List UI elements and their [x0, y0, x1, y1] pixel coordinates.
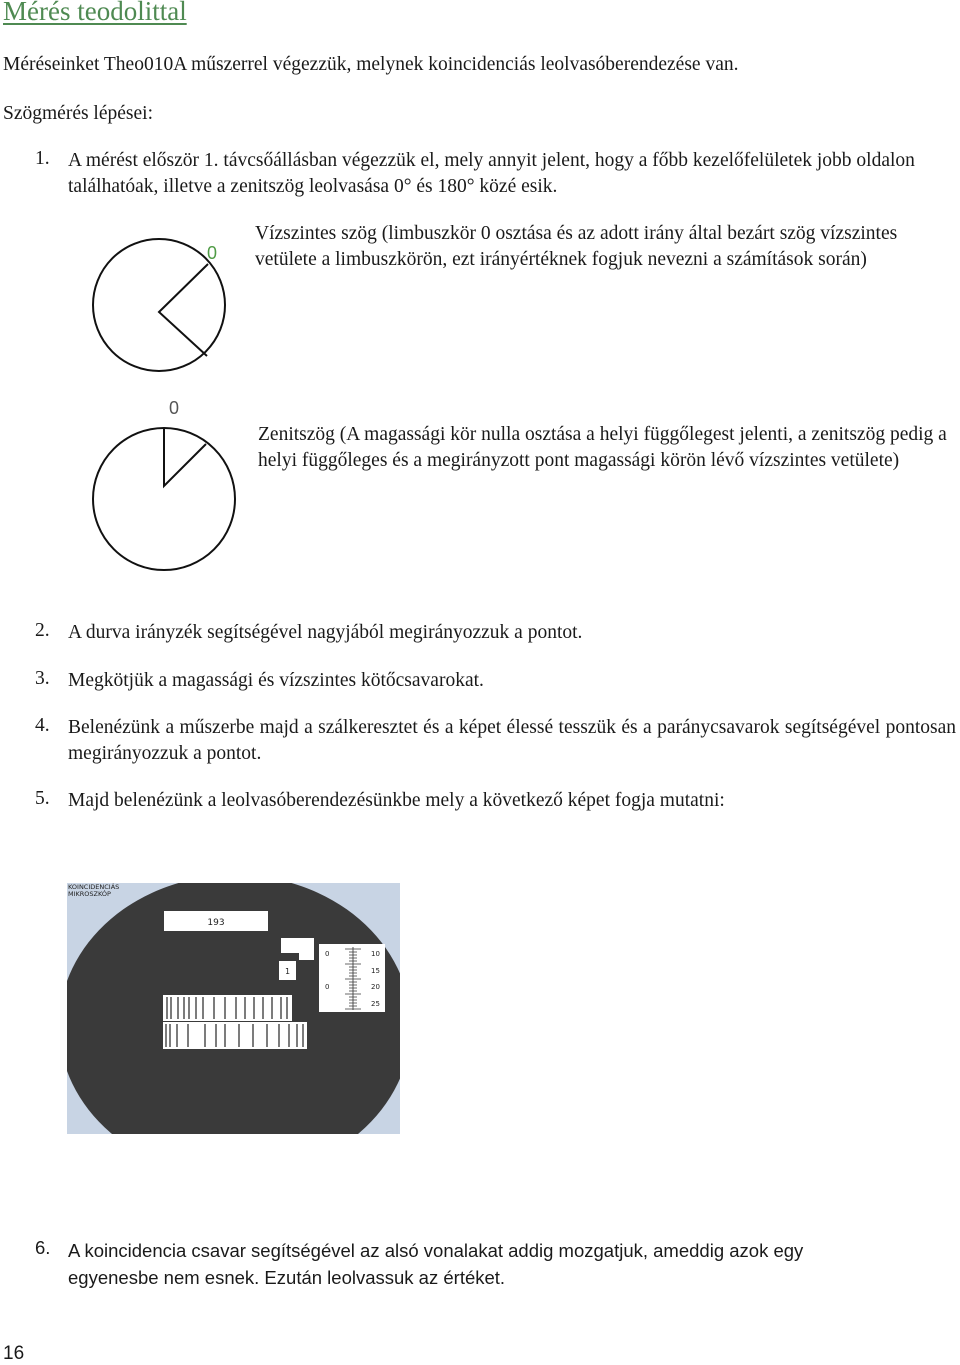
microscope-reading-image	[67, 883, 400, 1134]
scale-label: 15	[371, 967, 380, 975]
step-number: 4.	[35, 715, 50, 736]
degree-reading: 193	[207, 918, 225, 928]
step-text: Megkötjük a magassági és vízszintes kötőcsavarokat.	[68, 670, 484, 691]
step-number: 5.	[35, 788, 50, 809]
step-text: Belenézünk a műszerbe majd a szálkeresztet és a képet élessé tesszük és a paránycsavarok segítségével pontosan megirányozzuk a pontot.	[68, 717, 956, 764]
angle-lines	[159, 264, 208, 356]
scale-label: 25	[371, 1000, 380, 1008]
step-text: A koincidencia csavar segítségével az alsó vonalakat addig mozgatjuk, ameddig azok egy egyenesbe nem esnek. Ezután leolvassuk az értéket.	[68, 1240, 804, 1288]
step-number: 1.	[35, 148, 50, 169]
zero-mark-horizontal: 0	[207, 243, 218, 263]
page-title: Mérés teodolittal	[3, 0, 187, 26]
step-text: A durva irányzék segítségével nagyjából megirányozzuk a pontot.	[68, 622, 583, 643]
step-text: Majd belenézünk a leolvasóberendezésünkbe mely a következő képet fogja mutatni:	[68, 790, 725, 811]
scale-label: 20	[371, 983, 380, 991]
page-number: 16	[3, 1343, 25, 1364]
step-block	[299, 938, 314, 960]
limbus-circle	[93, 239, 225, 371]
horizontal-angle-caption: Vízszintes szög (limbuszkör 0 osztása és az adott irány által bezárt szög vízszintes vetülete a limbuszkörön, ezt irányértéknek fogjuk nevezni a számítások során)	[255, 223, 898, 270]
microscope-header-line1: KOINCIDENCIÁS	[68, 883, 120, 891]
scale-label: 10	[371, 950, 380, 958]
step-text: A mérést először 1. távcsőállásban végezzük el, mely annyit jelent, hogy a főbb kezelőfelületek jobb oldalon találhatóak, illetve a zenitszög leolvasása 0° és 180° közé esik.	[68, 150, 915, 197]
coincidence-lower-window	[163, 1022, 307, 1049]
scale-label: 0	[325, 983, 330, 991]
intro-paragraph: Méréseinket Theo010A műszerrel végezzük, melynek koincidenciás leolvasóberendezése van.	[3, 54, 739, 75]
step-number: 6.	[35, 1237, 51, 1258]
step-number: 2.	[35, 620, 50, 641]
zenith-angle-caption: Zenitszög (A magassági kör nulla osztása a helyi függőlegest jelenti, a zenitszög pedig a helyi függőleges és a megirányzott pont magassági körön lévő vízszintes vetülete)	[258, 424, 947, 471]
step-number: 3.	[35, 668, 50, 689]
zero-mark-zenith: 0	[169, 398, 180, 418]
steps-heading: Szögmérés lépései:	[3, 103, 153, 124]
small-reading: 1	[284, 967, 291, 976]
scale-label: 0	[325, 950, 330, 958]
zenith-angle-diagram	[90, 412, 240, 576]
microscope-header-line2: MIKROSZKÓP	[68, 890, 111, 898]
step-block	[281, 938, 299, 953]
